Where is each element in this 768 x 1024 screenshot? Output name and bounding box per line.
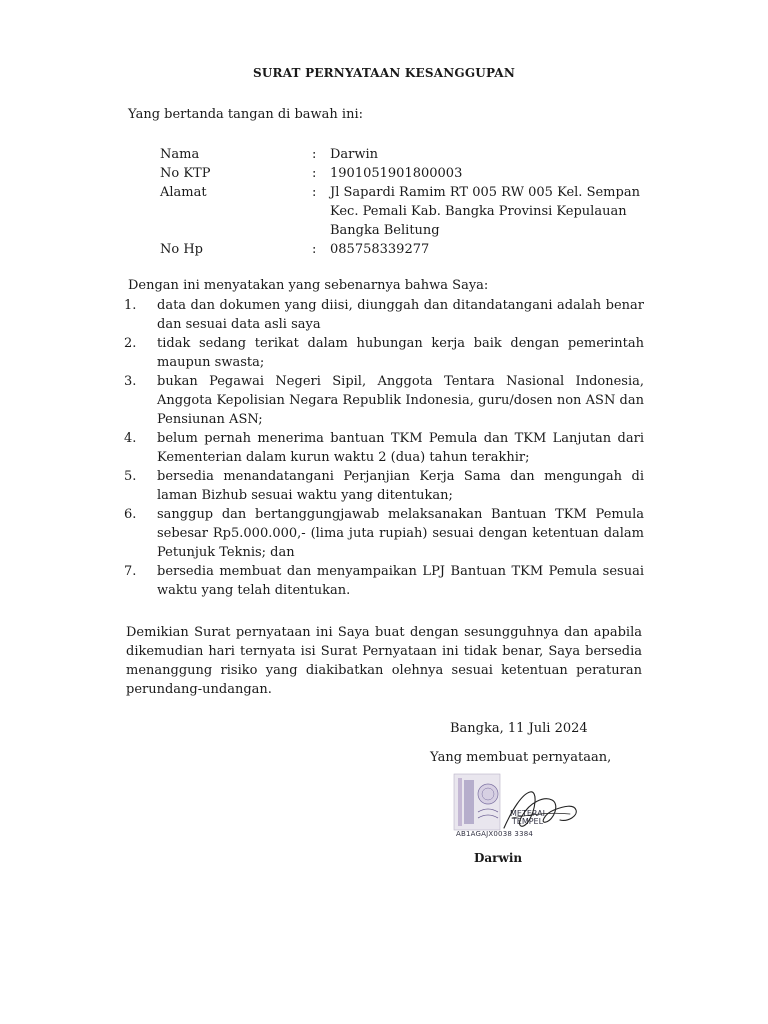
identity-value-ktp: 1901051901800003 xyxy=(330,166,463,181)
maker-label: Yang membuat pernyataan, xyxy=(430,750,612,765)
statement-list xyxy=(124,296,644,600)
list-text: belum pernah menerima bantuan TKM Pemula dan TKM Lanjutan dari Kementerian dalam kurun waktu 2 (dua) tahun terakhir; xyxy=(157,431,644,465)
intro-text: Yang bertanda tangan di bawah ini: xyxy=(128,107,363,122)
signature-block xyxy=(452,770,612,850)
identity-value-hp: 085758339277 xyxy=(330,242,430,257)
meterai-label-line1: METERAI xyxy=(510,809,545,818)
list-text: bersedia menandatangani Perjanjian Kerja Sama dan mengungah di laman Bizhub sesuai waktu yang ditentukan; xyxy=(157,469,644,503)
list-number: 2. xyxy=(124,336,137,351)
list-item xyxy=(124,467,644,505)
list-number: 4. xyxy=(124,431,137,446)
identity-row-alamat xyxy=(160,183,660,240)
list-item xyxy=(124,505,644,562)
identity-value-alamat: Jl Sapardi Ramim RT 005 RW 005 Kel. Sempan Kec. Pemali Kab. Bangka Provinsi Kepulauan Bangka Belitung xyxy=(330,185,640,238)
identity-row-nama xyxy=(160,145,660,164)
document-title: SURAT PERNYATAAN KESANGGUPAN xyxy=(253,66,515,80)
identity-label: Alamat xyxy=(160,185,207,200)
list-text: tidak sedang terikat dalam hubungan kerja baik dengan pemerintah maupun swasta; xyxy=(157,336,644,370)
list-item xyxy=(124,429,644,467)
meterai-label-line2: TEMPEL xyxy=(511,817,544,826)
list-text: data dan dokumen yang diisi, diunggah dan ditandatangani adalah benar dan sesuai data asli saya xyxy=(157,298,644,332)
list-number: 6. xyxy=(124,507,137,522)
list-number: 5. xyxy=(124,469,137,484)
closing-paragraph: Demikian Surat pernyataan ini Saya buat dengan sesungguhnya dan apabila dikemudian hari ternyata isi Surat Pernyataan ini tidak benar, Saya bersedia menanggung risiko yang diakibatkan olehnya sesuai ketentuan peraturan perundang-undangan. xyxy=(126,625,642,697)
identity-label: No Hp xyxy=(160,242,203,257)
list-item xyxy=(124,372,644,429)
meterai-code: AB1AGAJX0038 3384 xyxy=(456,830,534,838)
identity-colon: : xyxy=(312,166,317,181)
list-item xyxy=(124,334,644,372)
identity-row-hp xyxy=(160,240,660,259)
list-number: 7. xyxy=(124,564,137,579)
identity-section xyxy=(160,145,660,259)
list-text: sanggup dan bertanggungjawab melaksanakan Bantuan TKM Pemula sebesar Rp5.000.000,- (lima juta rupiah) sesuai dengan ketentuan dalam Petunjuk Teknis; dan xyxy=(157,507,644,560)
list-text: bersedia membuat dan menyampaikan LPJ Bantuan TKM Pemula sesuai waktu yang telah ditentukan. xyxy=(157,564,644,598)
identity-value-nama: Darwin xyxy=(330,147,379,162)
handwritten-signature xyxy=(452,770,612,850)
identity-colon: : xyxy=(312,242,317,257)
identity-label: No KTP xyxy=(160,166,211,181)
list-number: 1. xyxy=(124,298,137,313)
identity-label: Nama xyxy=(160,147,200,162)
place-date: Bangka, 11 Juli 2024 xyxy=(450,721,588,736)
signer-name: Darwin xyxy=(474,851,523,865)
statement-text: Dengan ini menyatakan yang sebenarnya bahwa Saya: xyxy=(128,278,489,293)
identity-row-ktp xyxy=(160,164,660,183)
identity-colon: : xyxy=(312,147,317,162)
list-text: bukan Pegawai Negeri Sipil, Anggota Tentara Nasional Indonesia, Anggota Kepolisian Negara Republik Indonesia, guru/dosen non ASN dan Pensiunan ASN; xyxy=(157,374,644,427)
list-number: 3. xyxy=(124,374,137,389)
list-item xyxy=(124,296,644,334)
list-item xyxy=(124,562,644,600)
identity-colon: : xyxy=(312,185,317,200)
